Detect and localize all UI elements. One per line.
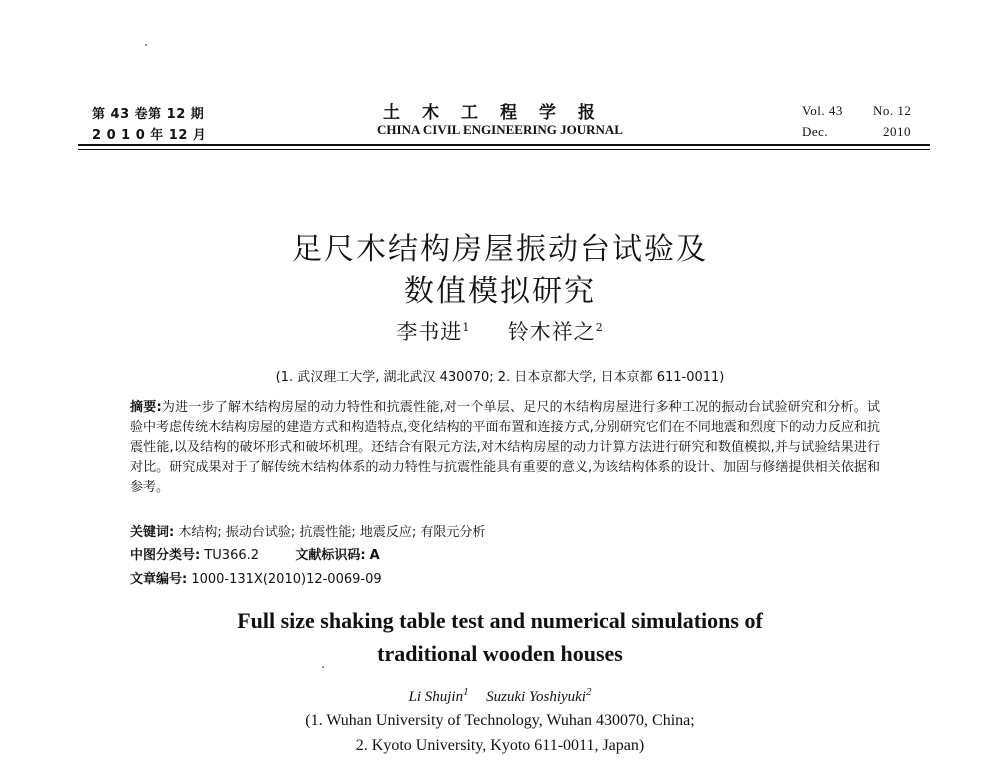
affiliation-en-line2: 2. Kyoto University, Kyoto 611-0011, Japan): [355, 737, 645, 754]
author-en-2-affil: 2: [585, 686, 592, 698]
header-rule-thick: [78, 144, 930, 146]
header-volume-issue: 第 43 卷第 12 期: [92, 107, 205, 122]
article-number-value: 1000-131X(2010)12-0069-09: [191, 572, 382, 587]
clc-label: 中图分类号:: [130, 548, 201, 563]
authors-cn: [0, 316, 1000, 346]
article-number-line: [130, 568, 880, 587]
affiliation-en-line1: (1. Wuhan University of Technology, Wuhan 430070, China;: [305, 712, 695, 729]
paper-title-cn-line1: 足尺木结构房屋振动台试验及: [292, 232, 708, 267]
classification-line: [130, 544, 880, 563]
paper-title-en-line1: Full size shaking table test and numerical simulations of: [237, 608, 763, 633]
authors-en: [0, 686, 1000, 706]
paper-title-cn-line2: 数值模拟研究: [404, 274, 596, 309]
doc-code-value: A: [369, 548, 380, 563]
header-month: Dec.: [802, 124, 829, 139]
article-number-label: 文章编号:: [130, 572, 188, 587]
header-no: No. 12: [873, 103, 912, 118]
author-en-1-affil: 1: [463, 686, 469, 698]
author-cn-1-affil: 1: [462, 321, 471, 334]
abstract-label: 摘要:: [130, 400, 162, 415]
header-year: 2010: [883, 124, 911, 139]
author-en-2: Suzuki Yoshiyuki: [486, 689, 586, 705]
scan-speck: [145, 44, 147, 46]
header-rule-thin: [78, 149, 930, 150]
author-cn-1: 李书进: [396, 320, 463, 344]
paper-title-en-line2: traditional wooden houses: [377, 641, 623, 666]
affiliation-cn: (1. 武汉理工大学, 湖北武汉 430070; 2. 日本京都大学, 日本京都 611-0011): [275, 370, 725, 385]
journal-title-en: CHINA CIVIL ENGINEERING JOURNAL: [377, 122, 623, 137]
header-vol: Vol. 43: [802, 103, 843, 118]
author-cn-2: 铃木祥之: [507, 320, 596, 344]
abstract-cn: [130, 398, 880, 498]
keywords-label: 关键词:: [130, 525, 175, 540]
abstract-text: 为进一步了解木结构房屋的动力特性和抗震性能,对一个单层、足尺的木结构房屋进行多种工况的振动台试验研究和分析。试验中考虑传统木结构房屋的建造方式和构造特点,变化结构的平面布置和连接方式,分别研究它们在不同地震和烈度下的动力反应和抗震性能,以及结构的破坏形式和破坏机理。还结合有限元方法,对木结构房屋的动力计算方法进行研究和数值模拟,并与试验结果进行对比。研究成果对于了解传统木结构体系的动力特性与抗震性能具有重要的意义,为该结构体系的设计、加固与修缮提供相关依据和参考。: [130, 400, 881, 495]
keywords-line: [130, 521, 880, 540]
header-date: 2 0 1 0 年 12 月: [92, 128, 207, 143]
author-en-1: Li Shujin: [408, 689, 464, 705]
doc-code-label: 文献标识码:: [295, 548, 366, 563]
journal-title-cn: 土木工程学报: [383, 103, 617, 123]
keywords-text: 木结构; 振动台试验; 抗震性能; 地震反应; 有限元分析: [178, 525, 486, 540]
clc-value: TU366.2: [204, 548, 260, 563]
author-cn-2-affil: 2: [595, 321, 604, 334]
